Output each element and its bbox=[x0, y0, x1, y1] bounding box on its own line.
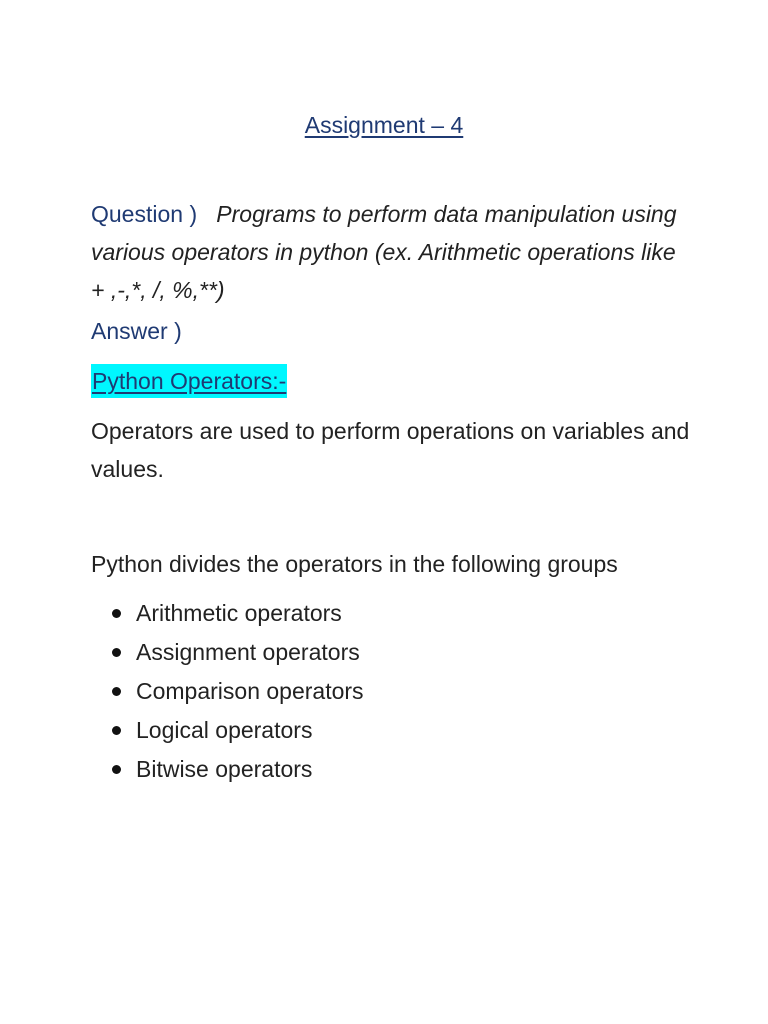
intro-paragraph: Operators are used to perform operations on variables and values. bbox=[91, 418, 690, 482]
bullet-icon bbox=[112, 765, 121, 774]
list-item bbox=[112, 633, 364, 672]
groups-intro: Python divides the operators in the following groups bbox=[91, 551, 618, 577]
list-item-label: Assignment operators bbox=[136, 639, 360, 665]
list-item bbox=[112, 672, 364, 711]
bullet-icon bbox=[112, 648, 121, 657]
list-item bbox=[112, 711, 364, 750]
bullet-icon bbox=[112, 609, 121, 618]
bullet-icon bbox=[112, 726, 121, 735]
list-item-label: Bitwise operators bbox=[136, 756, 313, 782]
list-item bbox=[112, 750, 364, 789]
list-item-label: Arithmetic operators bbox=[136, 600, 342, 626]
list-item bbox=[112, 594, 364, 633]
list-item-label: Logical operators bbox=[136, 717, 313, 743]
list-item-label: Comparison operators bbox=[136, 678, 364, 704]
section-heading: Python Operators:- bbox=[91, 364, 287, 398]
question-label: Question ) bbox=[91, 201, 198, 227]
bullet-icon bbox=[112, 687, 121, 696]
answer-label: Answer ) bbox=[91, 318, 182, 344]
question-text: Programs to perform data manipulation using various operators in python (ex. Arithmetic operations like + ,-,*, /, %,**) bbox=[91, 201, 677, 303]
question-block bbox=[91, 195, 691, 309]
operator-groups-list bbox=[112, 594, 364, 789]
document-title: Assignment – 4 bbox=[304, 112, 464, 138]
